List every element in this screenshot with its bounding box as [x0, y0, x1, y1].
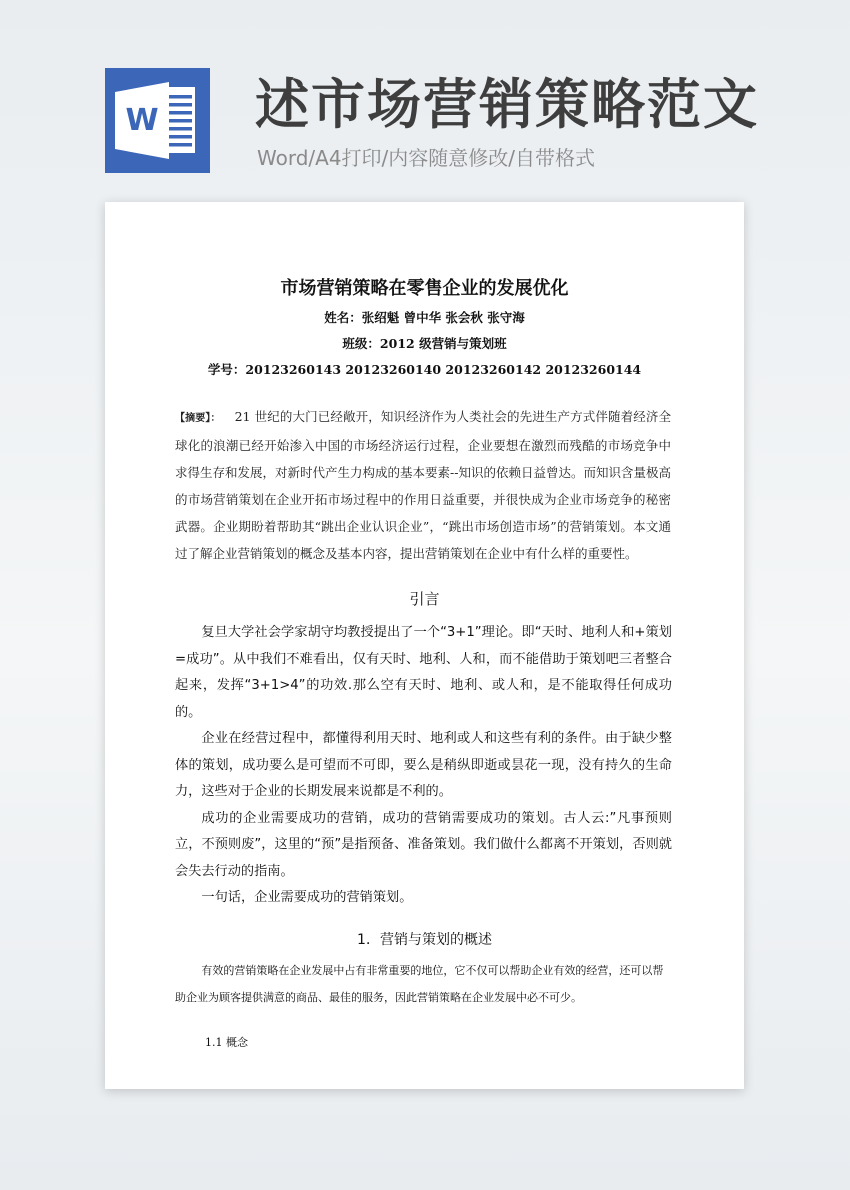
- section1-body: [175, 957, 672, 1011]
- class-info: 班级：2012 级营销与策划班: [342, 336, 507, 351]
- author-names: 姓名：张绍魁 曾中华 张会秋 张守海: [324, 310, 525, 325]
- page-title: 述市场营销策略范文: [255, 73, 759, 136]
- intro-heading: 引言: [409, 590, 440, 608]
- svg-text:W: W: [125, 103, 159, 138]
- document-page: [105, 202, 744, 1089]
- abstract-text: 21 世纪的大门已经敞开，知识经济作为人类社会的先进生产方式伴随着经济全球化的浪潮已经开始渗入中国的市场经济运行过程，企业要想在激烈而残酷的市场竞争中求得生存和发展，对新时代产生力构成的基本要素--知识的依赖日益曾达。而知识含量极高的市场营销策划在企业开拓市场过程中的作用日益重要，并很快成为企业市场竞争的秘密武器。企业期盼着帮助其“跳出企业认识企业”，“跳出市场创造市场”的营销策划。本文通过了解企业营销策划的概念及基本内容，提出营销策划在企业中有什么样的重要性。: [175, 409, 671, 561]
- intro-body: [175, 620, 672, 912]
- section1-heading: 1．营销与策划的概述: [357, 932, 492, 948]
- student-ids: 学号：20123260143 20123260140 20123260142 20123260144: [207, 362, 642, 377]
- subsection-heading: 1.1 概念: [205, 1036, 248, 1049]
- intro-paragraph: 一句话，企业需要成功的营销策划。: [201, 890, 413, 905]
- word-app-icon: [105, 68, 210, 173]
- intro-paragraph: 企业在经营过程中，都懂得利用天时、地利或人和这些有利的条件。由于缺少整体的策划，成功要么是可望而不可即，要么是稍纵即逝或昙花一现，没有持久的生命力，这些对于企业的长期发展来说都是不利的。: [175, 731, 672, 799]
- intro-paragraph: 成功的企业需要成功的营销，成功的营销需要成功的策划。古人云:”凡事预则立，不预则废”，这里的“预”是指预备、准备策划。我们做什么都离不开策划，否则就会失去行动的指南。: [175, 810, 672, 879]
- document-title: 市场营销策略在零售企业的发展优化: [280, 278, 569, 299]
- abstract: [175, 403, 671, 567]
- abstract-label: 【摘要】：: [175, 413, 221, 424]
- section1-paragraph: 有效的营销策略在企业发展中占有非常重要的地位，它不仅可以帮助企业有效的经营，还可以帮助企业为顾客提供满意的商品、最佳的服务，因此营销策略在企业发展中必不可少。: [175, 964, 664, 1004]
- page-subtitle: Word/A4打印/内容随意修改/自带格式: [257, 146, 596, 170]
- intro-paragraph: 复旦大学社会学家胡守均教授提出了一个“3+1”理论。即“天时、地利人和+策划=成功”。从中我们不难看出，仅有天时、地利、人和，而不能借助于策划吧三者整合起来，发挥“3+1>4”的功效.那么空有天时、地利、或人和，是不能取得任何成功的。: [175, 625, 672, 720]
